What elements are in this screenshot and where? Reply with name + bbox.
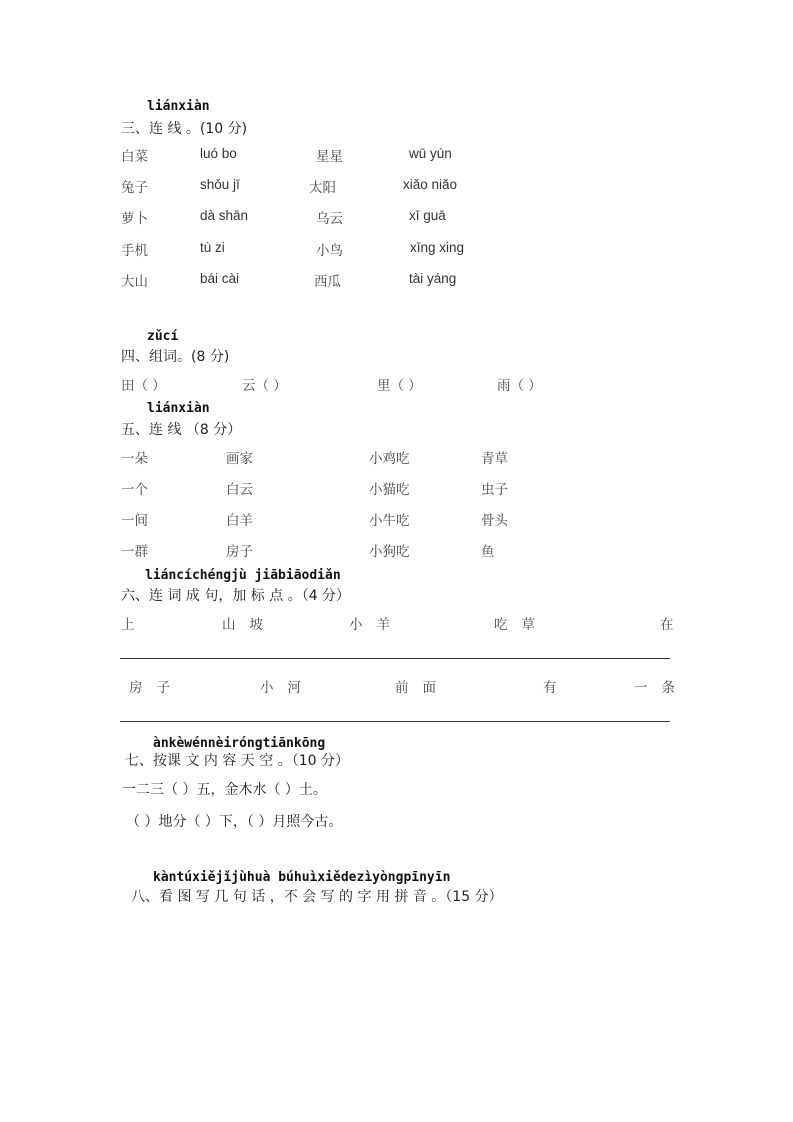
s5-col3-item: 小牛吃 (369, 513, 410, 529)
s6-word: 一条 (634, 680, 689, 696)
s4-word-blank: 里（ ） (377, 378, 422, 394)
s6-word: 在 (660, 617, 674, 633)
section4-title: 四、组词。(8 分) (121, 349, 230, 365)
answer-line (120, 721, 670, 722)
section3-pinyin: liánxiàn (147, 99, 210, 114)
s5-col1-item: 一个 (121, 482, 148, 498)
section7-title: 七、按课 文 内 容 天 空 。（10 分） (125, 753, 349, 769)
section4-pinyin: zǔcí (147, 329, 179, 344)
s3-col3-item: 西瓜 (314, 274, 341, 290)
s5-col1-item: 一朵 (121, 451, 148, 467)
s3-col4-item: tài yáng (409, 271, 457, 286)
section7-pinyin: ànkèwénnèiróngtiānkōng (153, 736, 326, 751)
s5-col1-item: 一间 (121, 513, 148, 529)
s7-fill-line: （ ）地分（ ）下，（ ）月照今古。 (126, 814, 343, 830)
s3-col3-item: 乌云 (316, 211, 343, 227)
s6-word: 小河 (260, 680, 315, 696)
s3-col1-item: 白菜 (121, 149, 148, 165)
section3-title: 三、连 线 。(10 分) (121, 121, 248, 137)
s3-col1-item: 兔子 (121, 180, 148, 196)
s6-word: 上 (121, 617, 149, 633)
s4-word-blank: 田（ ） (121, 378, 166, 394)
s3-col3-item: 星星 (316, 149, 343, 165)
s5-col2-item: 白羊 (226, 513, 253, 529)
s3-col3-item: 小鸟 (316, 243, 343, 259)
section5-pinyin: liánxiàn (147, 401, 210, 416)
s3-col1-item: 大山 (121, 274, 148, 290)
s6-word: 有 (543, 680, 557, 696)
s3-col2-item: dà shān (200, 208, 249, 223)
section8-title: 八、看 图 写 几 句 话 ，不 会 写 的 字 用 拼 音 。（15 分） (131, 889, 503, 905)
s5-col3-item: 小猫吃 (369, 482, 410, 498)
s3-col4-item: xīng xing (410, 240, 465, 255)
s5-col4-item: 鱼 (481, 544, 495, 560)
s3-col4-item: wū yún (409, 146, 452, 161)
s5-col2-item: 白云 (226, 482, 253, 498)
s5-col4-item: 青草 (481, 451, 508, 467)
s3-col2-item: tù zi (200, 240, 225, 255)
s3-col2-item: shǒu jī (200, 177, 240, 192)
s5-col3-item: 小鸡吃 (369, 451, 410, 467)
s5-col2-item: 画家 (226, 451, 253, 467)
s6-word: 房子 (129, 680, 184, 696)
s4-word-blank: 云（ ） (242, 378, 287, 394)
section6-title: 六、连 词 成 句，加 标 点 。（4 分） (121, 588, 351, 604)
s3-col3-item: 太阳 (309, 180, 336, 196)
s4-word-blank: 雨（ ） (497, 378, 542, 394)
s5-col3-item: 小狗吃 (369, 544, 410, 560)
s6-word: 吃草 (494, 617, 549, 633)
s3-col1-item: 萝卜 (121, 211, 148, 227)
s3-col2-item: luó bo (200, 146, 237, 161)
s7-fill-line: 一二三（ ）五，金木水（ ）土。 (122, 782, 327, 798)
s3-col4-item: xiǎo niǎo (403, 177, 458, 192)
s5-col1-item: 一群 (121, 544, 148, 560)
s5-col4-item: 骨头 (481, 513, 508, 529)
s5-col2-item: 房子 (226, 544, 253, 560)
section8-pinyin: kàntúxiějǐjùhuà búhuìxiědezìyòngpīnyīn (153, 870, 451, 885)
s5-col4-item: 虫子 (481, 482, 508, 498)
section5-title: 五、连 线 （8 分） (121, 422, 242, 438)
s3-col4-item: xī guā (409, 208, 446, 223)
s6-word: 前面 (395, 680, 450, 696)
answer-line (120, 658, 670, 659)
s3-col1-item: 手机 (121, 243, 148, 259)
s6-word: 山坡 (222, 617, 277, 633)
s6-word: 小羊 (349, 617, 404, 633)
section6-pinyin: liáncíchéngjù jiābiāodiǎn (145, 568, 341, 583)
s3-col2-item: bái cài (200, 271, 240, 286)
